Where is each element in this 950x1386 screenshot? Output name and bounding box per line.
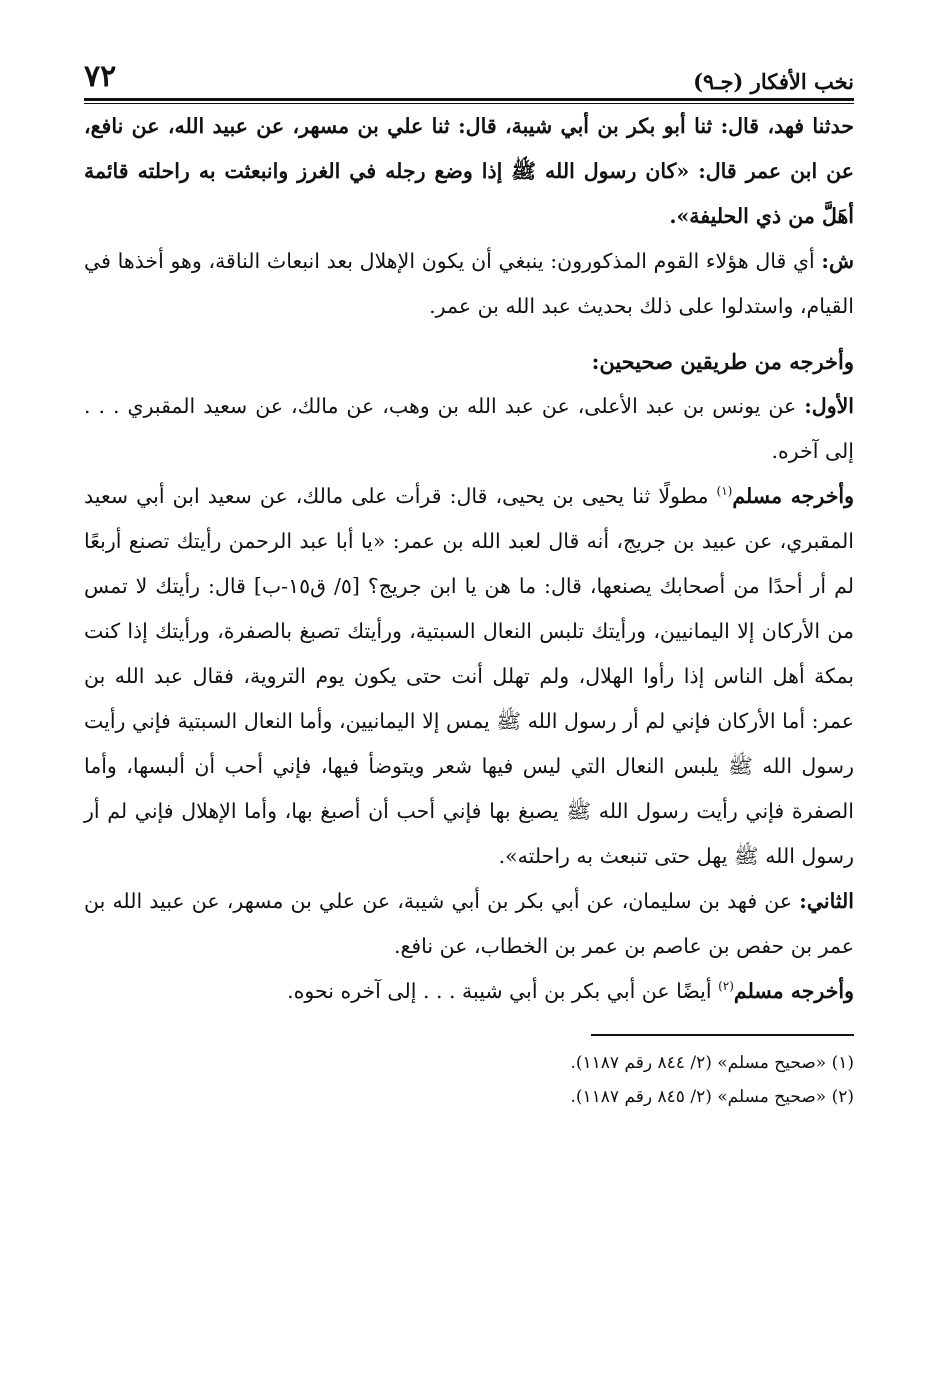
footnote-separator: [591, 1034, 854, 1036]
sharh-label: ش:: [821, 249, 854, 273]
muslim-second-label: وأخرجه مسلم: [733, 979, 854, 1003]
page-number: ٧٢: [84, 59, 117, 94]
sharh-paragraph: [84, 239, 854, 329]
hadith-text: حدثنا فهد، قال: ثنا أبو بكر بن أبي شيبة، قال: ثنا علي بن مسهر، عن عبيد الله، عن نافع، عن ابن عمر قال: «كان رسول الله ﷺ إذا وضع رجله في الغرز وانبعثت به راحلته قائمة أهَلَّ من ذي الحليفة».: [84, 114, 854, 228]
footnote-ref-2[interactable]: (٢): [718, 979, 734, 994]
footnote-ref-1[interactable]: (١): [716, 484, 733, 499]
first-route-paragraph: [84, 384, 854, 474]
footnotes: [84, 1046, 854, 1114]
muslim-narration-label: وأخرجه مسلم: [732, 484, 855, 508]
page-header: [84, 50, 854, 94]
footnote-1: (١) «صحيح مسلم» (٢/ ٨٤٤ رقم ١١٨٧).: [570, 1053, 854, 1073]
book-page: [84, 50, 854, 1114]
first-route-label: الأول:: [804, 394, 854, 418]
second-route-label: الثاني:: [799, 889, 854, 913]
muslim-narration-paragraph: [84, 474, 854, 879]
muslim-second-paragraph: [84, 969, 854, 1014]
sharh-text: أي قال هؤلاء القوم المذكورون: ينبغي أن يكون الإهلال بعد انبعاث الناقة، وهو أخذها في القيام، واستدلوا على ذلك بحديث عبد الله بن عمر.: [84, 249, 854, 318]
second-route-paragraph: [84, 879, 854, 969]
muslim-narration-text: مطولًا ثنا يحيى بن يحيى، قال: قرأت على مالك، عن سعيد ابن أبي سعيد المقبري، عن عبيد بن جريج، أنه قال لعبد الله بن عمر: «يا أبا عبد الرحمن رأيتك تصنع أربعًا لم أر أحدًا من أصحابك يصنعها، قال: ما هن يا ابن جريج؟ [٥/ ق١٥-ب] قال: رأيتك لا تمس من الأركان إلا اليمانيين، ورأيتك تلبس النعال السبتية، ورأيتك تصبغ بالصفرة، ورأيتك إذا كنت بمكة أهل الناس إذا رأوا الهلال، ولم تهلل أنت حتى يكون يوم التروية، فقال عبد الله بن عمر: أما الأركان فإني لم أر رسول الله ﷺ يمس إلا اليمانيين، وأما النعال السبتية فإني رأيت رسول الله ﷺ يلبس النعال التي ليس فيها شعر ويتوضأ فيها، فإني أحب أن ألبسها، وأما الصفرة فإني رأيت رسول الله ﷺ يصبغ بها فإني أحب أن أصبغ بها، وأما الإهلال فإني لم أر رسول الله ﷺ يهل حتى تنبعث به راحلته».: [84, 484, 854, 868]
header-rule: [84, 98, 854, 101]
running-title: نخب الأفكار (جـ٩): [693, 69, 854, 94]
second-route-text: عن فهد بن سليمان، عن أبي بكر بن أبي شيبة، عن علي بن مسهر، عن عبيد الله بن عمر بن حفص بن عاصم بن عمر بن الخطاب، عن نافع.: [84, 889, 854, 958]
muslim-second-text: أيضًا عن أبي بكر بن أبي شيبة . . . إلى آخره نحوه.: [287, 979, 712, 1003]
footnote-2: (٢) «صحيح مسلم» (٢/ ٨٤٥ رقم ١١٨٧).: [570, 1087, 854, 1107]
section-heading: وأخرجه من طريقين صحيحين:: [591, 349, 854, 374]
first-route-text: عن يونس بن عبد الأعلى، عن عبد الله بن وهب، عن مالك، عن سعيد المقبري . . . إلى آخره.: [84, 394, 854, 463]
